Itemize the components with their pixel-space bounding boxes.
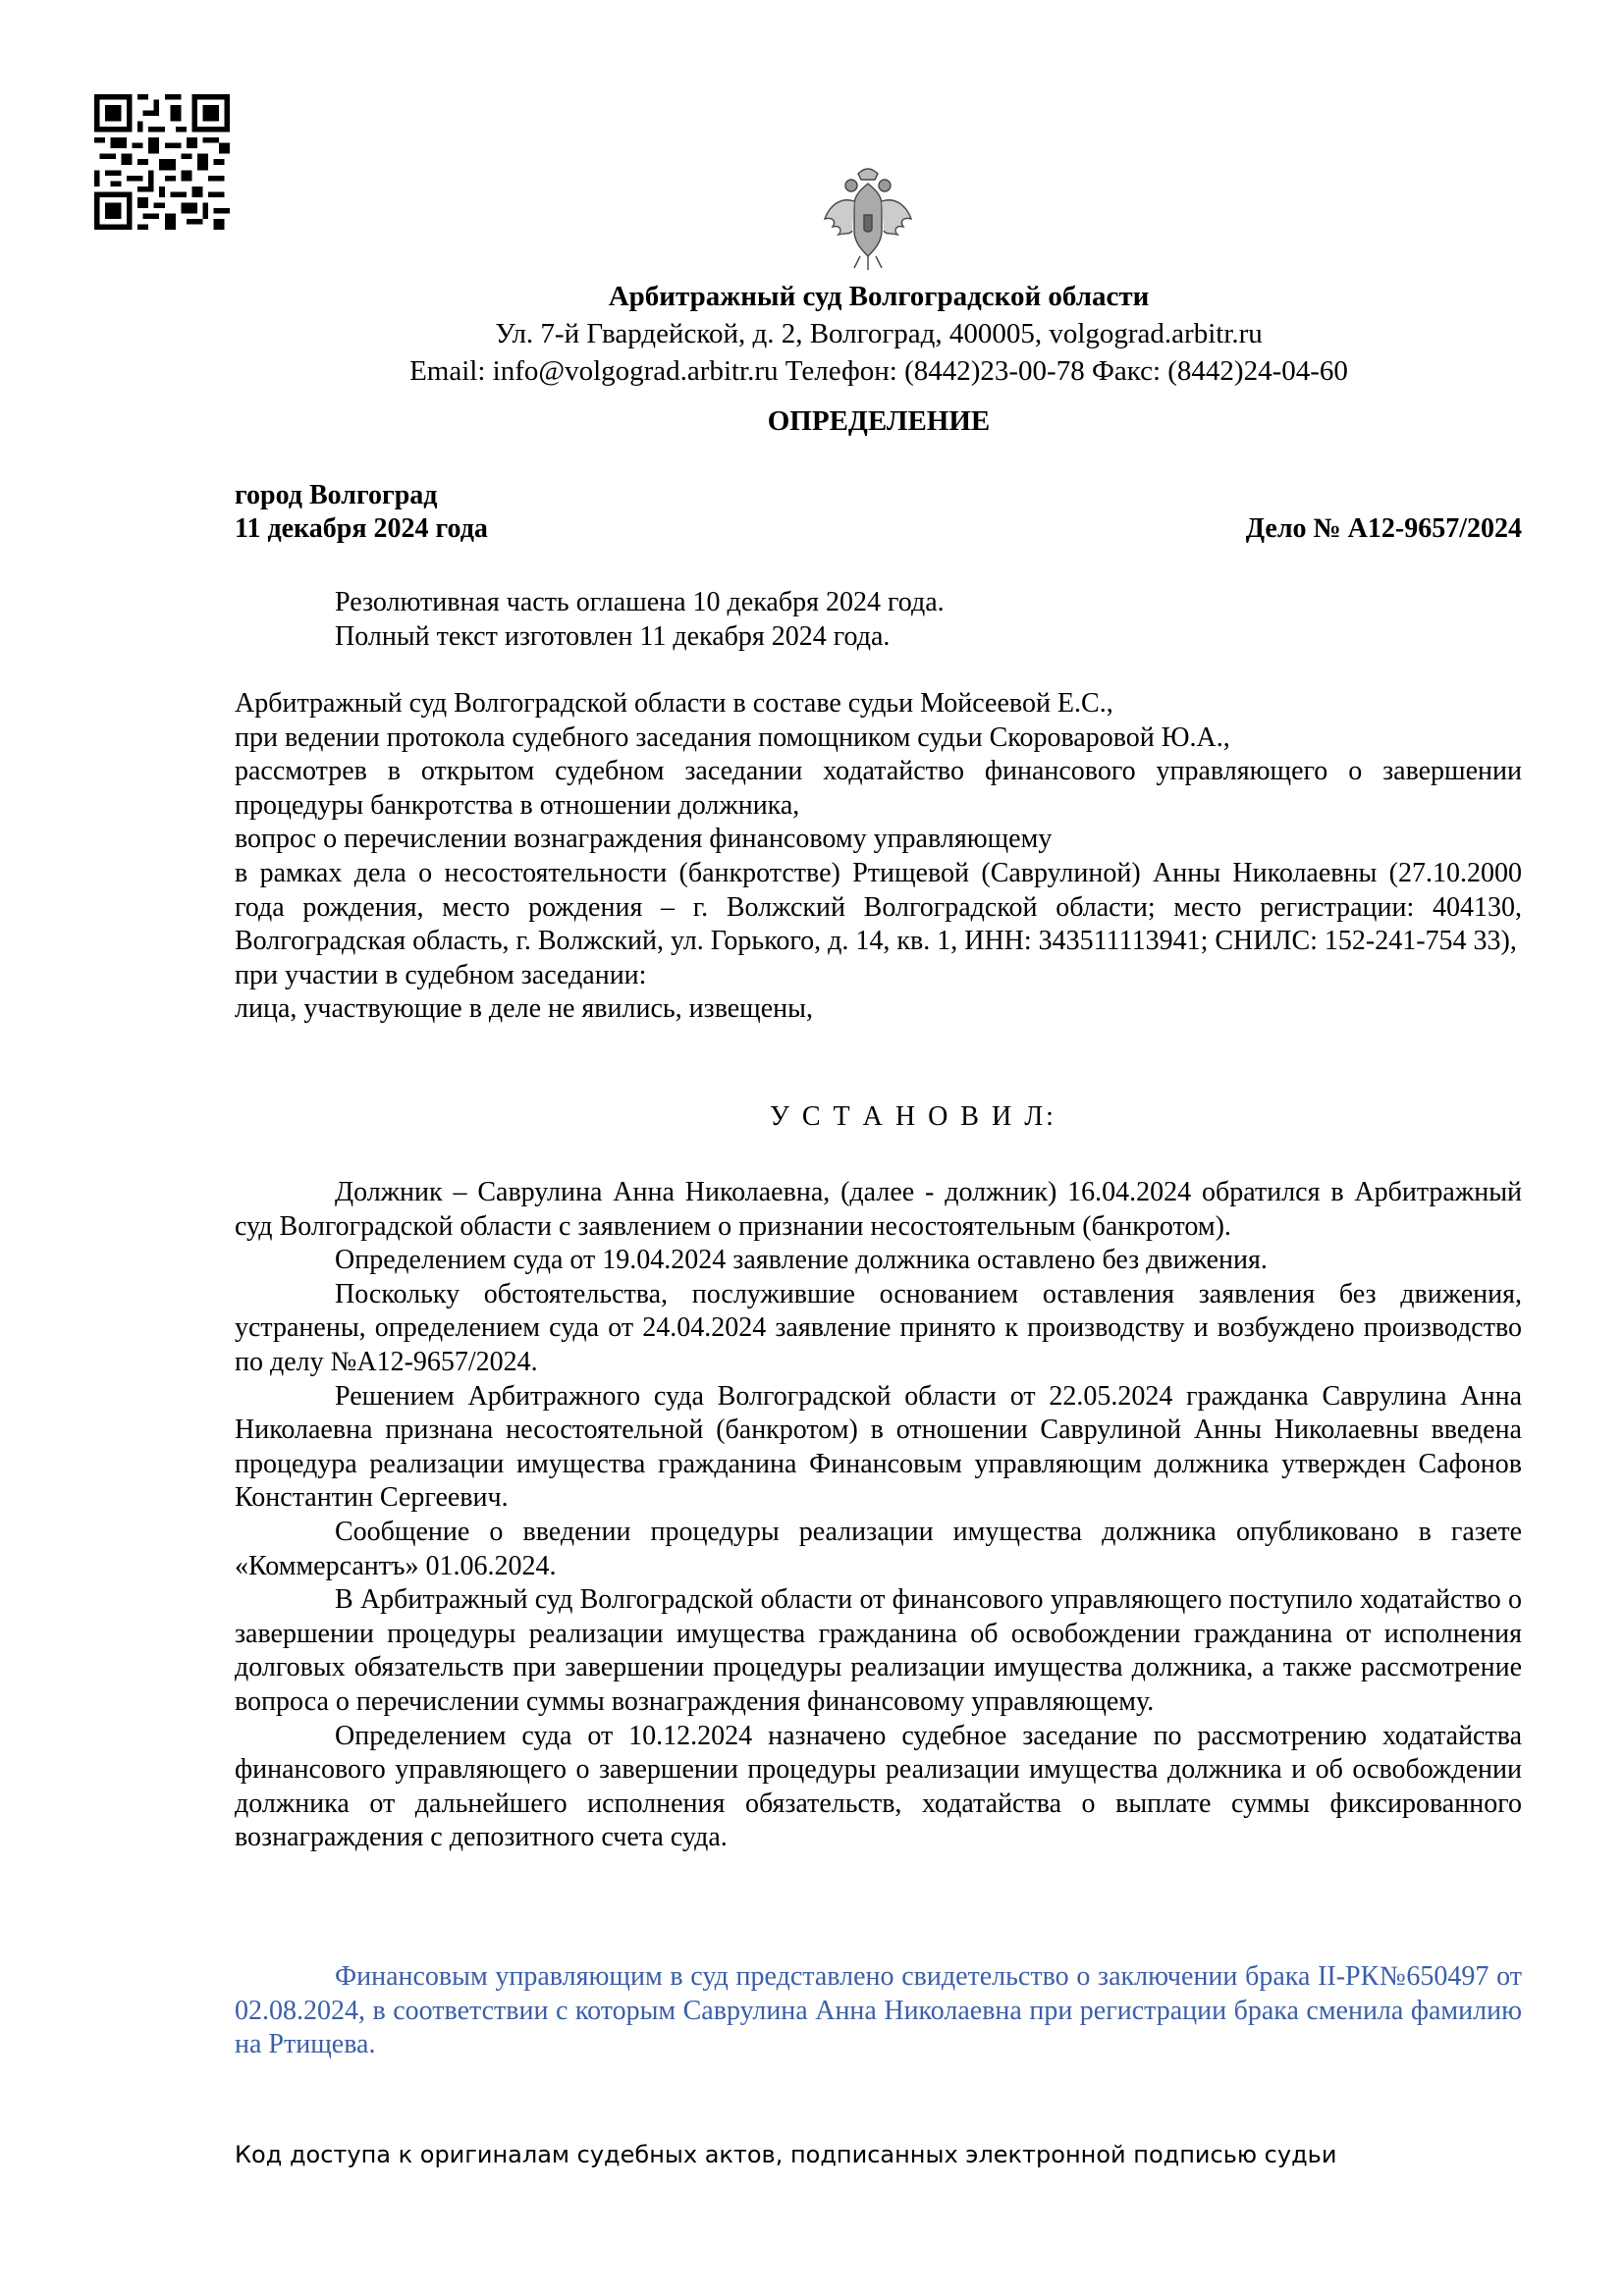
intro-block (235, 687, 1522, 1027)
qr-code-icon (94, 94, 230, 230)
highlighted-paragraph: Финансовым управляющим в суд представлено свидетельство о заключении брака II-РК№650497 от 02.08.2024, в соответствии с которым Саврулина Анна Николаевна при регистрации брака сменила фамилию на Ртищева. (235, 1961, 1522, 2060)
resolution-line: Резолютивная часть оглашена 10 декабря 2024 года. (335, 587, 945, 617)
court-contacts: Email: info@volgograd.arbitr.ru Телефон: (8442)23-00-78 Факс: (8442)24-04-60 (409, 355, 1348, 387)
main-text (235, 1176, 1522, 1855)
court-header (0, 278, 1624, 390)
paragraph: Должник – Саврулина Анна Николаевна, (далее - должник) 16.04.2024 обратился в Арбитражный суд Волгоградской области с заявлением о признании несостоятельным (банкротом). (235, 1177, 1522, 1242)
court-address: Ул. 7-й Гвардейской, д. 2, Волгоград, 400005, volgograd.arbitr.ru (495, 318, 1263, 349)
case-number: Дело № А12-9657/2024 (1245, 513, 1522, 544)
footer-note: Код доступа к оригиналам судебных актов, подписанных электронной подписью судьи (235, 2141, 1337, 2168)
intro-line: рассмотрев в открытом судебном заседании ходатайство финансового управляющего о завершении процедуры банкротства в отношении должника, (235, 756, 1522, 821)
place: город Волгоград (235, 480, 438, 510)
paragraph: В Арбитражный суд Волгоградской области от финансового управляющего поступило ходатайство о завершении процедуры реализации имущества гражданина об освобождении гражданина от исполнения долговых обязательств при завершении процедуры реализации имущества должника, а также рассмотрение вопроса о перечислении суммы вознаграждения финансовому управляющему. (235, 1584, 1522, 1717)
highlighted-text (235, 1960, 1522, 2062)
resolution-line: Полный текст изготовлен 11 декабря 2024 года. (335, 621, 891, 652)
intro-line: вопрос о перечислении вознаграждения финансовому управляющему (235, 824, 1053, 855)
paragraph: Решением Арбитражного суда Волгоградской области от 22.05.2024 гражданка Саврулина Анна Николаевна признана несостоятельной (банкротом) в отношении Саврулиной Анны Николаевны введена процедура реализации имущества гражданина Финансовым управляющим должника утвержден Сафонов Константин Сергеевич. (235, 1380, 1522, 1514)
document-date: 11 декабря 2024 года (235, 513, 488, 544)
intro-line: при ведении протокола судебного заседания помощником судьи Скороваровой Ю.А., (235, 721, 1230, 753)
paragraph: Определением суда от 10.12.2024 назначено судебное заседание по рассмотрению ходатайства финансового управляющего о завершении процедуры реализации имущества должника и об освобождении должника от дальнейшего исполнения обязательств, ходатайства о выплате суммы фиксированного вознаграждения с депозитного счета суда. (235, 1720, 1522, 1853)
intro-line: Арбитражный суд Волгоградской области в составе судьи Мойсеевой Е.С., (235, 688, 1113, 719)
section-heading: У С Т А Н О В И Л: (770, 1101, 1056, 1132)
paragraph: Сообщение о введении процедуры реализации имущества должника опубликовано в газете «Коммерсантъ» 01.06.2024. (235, 1516, 1522, 1581)
intro-line: в рамках дела о несостоятельности (банкротстве) Ртищевой (Саврулиной) Анны Николаевны (27.10.2000 года рождения, место рождения – г. Волжский Волгоградской области; место регистрации: 404130, Волгоградская область, г. Волжский, ул. Горького, д. 14, кв. 1, ИНН: 343511113941; СНИЛС: 152-241-754 33), (235, 857, 1522, 957)
paragraph: Определением суда от 19.04.2024 заявление должника оставлено без движения. (335, 1245, 1268, 1276)
paragraph: Поскольку обстоятельства, послужившие основанием оставления заявления без движения, устранены, определением суда от 24.04.2024 заявление принято к производству и возбуждено производство по делу №А12-9657/2024. (235, 1278, 1522, 1377)
resolution-info (335, 585, 945, 654)
court-name: Арбитражный суд Волгоградской области (608, 281, 1150, 312)
intro-line: при участии в судебном заседании: (235, 959, 647, 990)
intro-line: лица, участвующие в деле не явились, извещены, (235, 993, 813, 1025)
document-title: ОПРЕДЕЛЕНИЕ (767, 405, 991, 437)
coat-of-arms-icon (819, 162, 917, 272)
